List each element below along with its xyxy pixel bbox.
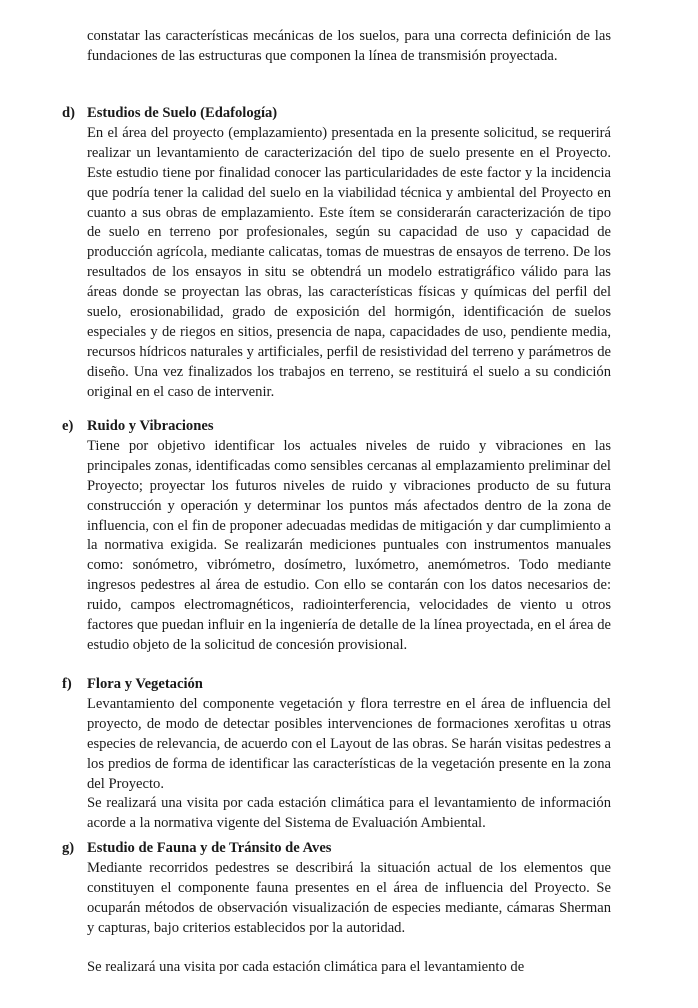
intro-paragraph: constatar las características mecánicas de los suelos, para una correcta definición de las fundaciones de las estructuras que componen la línea de transmisión proyectada.	[87, 28, 611, 64]
section-f-paragraph-1: Levantamiento del componente vegetación y flora terrestre en el área de influencia del proyecto, de modo de detectar posibles intervenciones de formaciones xerofitas u otras especies de relevancia, de acuerdo con el Layout de las obras. Se harán visitas pedestres a los predios de forma de identificar las características de la vegetación presente en la zona del Proyecto.	[87, 695, 611, 792]
section-g-paragraph-1: Mediante recorridos pedestres se describirá la situación actual de los elementos que constituyen el componente fauna presentes en el área de influencia del Proyecto. Se ocuparán métodos de observación visualización de especies mediante, cámaras Sherman y capturas, bajo criterios establecidos por la autoridad.	[87, 859, 611, 936]
section-d-paragraph-1: En el área del proyecto (emplazamiento) presentada en la presente solicitud, se requerirá realizar un levantamiento de caracterización del tipo de suelo presente en el Proyecto. Este estudio tiene por finalidad conocer las particularidades de este factor y la incidencia que podría tener la calidad del suelo en la viabilidad técnica y ambiental del Proyecto en cuanto a sus obras de emplazamiento. Este ítem se considerarán caracterización de tipo de suelo en terreno por profesionales, según su capacidad de uso y capacidad de producción agrícola, mediante calicatas, tomas de muestras de ensayos de terreno. De los resultados de los ensayos in situ se obtendrá un modelo estratigráfico válido para las áreas donde se proyectan las obras, las características físicas y químicas del perfil del suelo, erosionabilidad, grado de exposición del hormigón, identificación de suelos especiales y de riegos en sitios, presencia de napa, capacidades de uso, pendiente media, recursos hídricos naturales y artificiales, perfil de resistividad del terreno y parámetros de diseño. Una vez finalizados los trabajos en terreno, se restituirá el suelo a su condición original en el caso de intervenir.	[87, 124, 611, 400]
section-g-paragraph-2: Se realizará una visita por cada estación climática para el levantamiento de	[87, 959, 525, 976]
section-f-title: Flora y Vegetación	[87, 676, 203, 692]
section-f-letter: f)	[62, 676, 72, 692]
section-g-title: Estudio de Fauna y de Tránsito de Aves	[87, 840, 332, 856]
section-d-letter: d)	[62, 105, 75, 121]
section-g-letter: g)	[62, 840, 75, 856]
section-d-title: Estudios de Suelo (Edafología)	[87, 105, 278, 121]
section-e-title: Ruido y Vibraciones	[87, 418, 214, 434]
section-f-paragraph-2: Se realizará una visita por cada estación climática para el levantamiento de información acorde a la normativa vigente del Sistema de Evaluación Ambiental.	[87, 795, 611, 832]
section-e-paragraph-1: Tiene por objetivo identificar los actuales niveles de ruido y vibraciones en las principales zonas, identificadas como sensibles cercanas al emplazamiento preliminar del Proyecto; proyectar los futuros niveles de ruido y vibraciones producto de su futura construcción y operación y determinar los puntos más afectados dentro de la zona de influencia, con el fin de proponer adecuadas medidas de mitigación y dar cumplimiento a la normativa exigida. Se realizarán mediciones puntuales con instrumentos manuales como: sonómetro, vibrómetro, dosímetro, luxómetro, anemómetros. Todo mediante ingresos pedestres al área de estudio. Con ello se contarán con los datos necesarios de: ruido, campos electromagnéticos, radiointerferencia, velocidades de viento u otros factores que puedan influir en la ingeniería de detalle de la línea proyectada, en el área de estudio objeto de la solicitud de concesión provisional.	[87, 437, 611, 653]
section-e-letter: e)	[62, 418, 74, 434]
